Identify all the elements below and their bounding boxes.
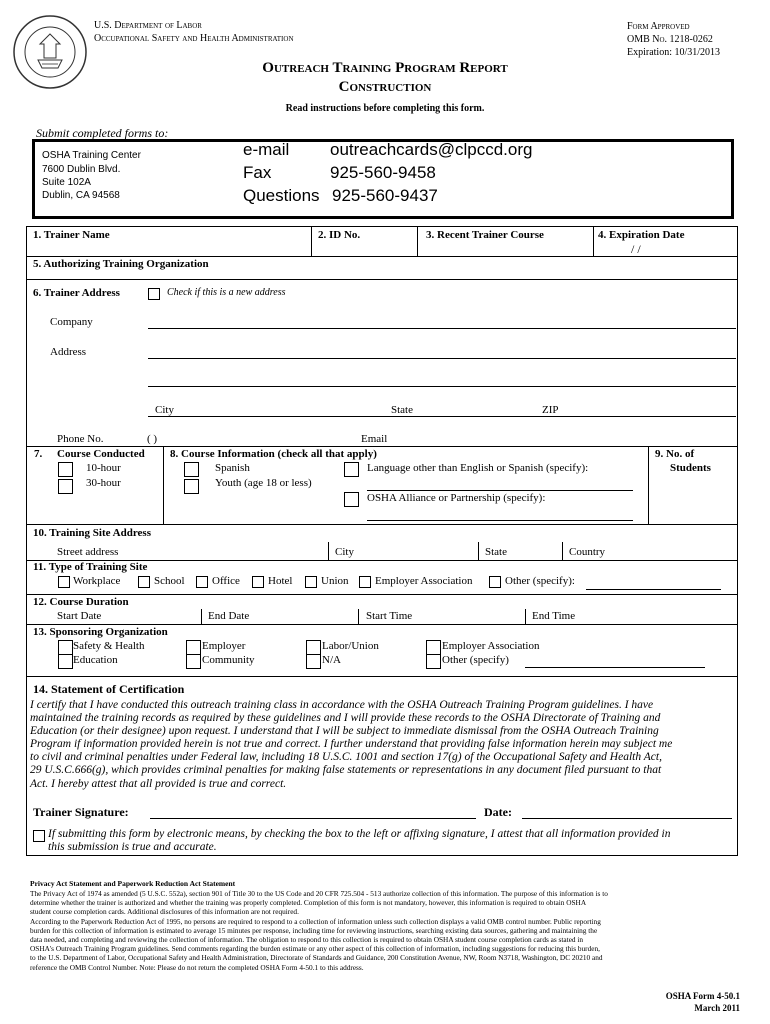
safety-health-checkbox[interactable] [58,640,73,655]
privacy-line: to the U.S. Department of Labor, Occupational Safety and Health Administration, Directorate of Standards and Guidance, 200 Constitution Avenue, NW, Room N3718, Washington, DC 20210 and [30,953,603,963]
signature-label: Trainer Signature: [33,805,129,819]
privacy-heading: Privacy Act Statement and Paperwork Reduction Act Statement [30,879,236,888]
other-language-input[interactable] [367,490,633,491]
hotel-checkbox[interactable] [252,576,264,588]
trainer-address-label: 6. Trainer Address [33,287,120,299]
fax-label: Fax [243,163,272,182]
hotel-label: Hotel [268,575,293,587]
end-date-label: End Date [208,610,250,622]
cert-line: Education (or their designee) upon request. I understand that I will be subject to immediate dismissal from the OSHA Outreach Training [30,725,659,738]
sponsor-other-label: Other (specify) [442,654,509,666]
sponsor-label: 13. Sponsoring Organization [33,626,168,638]
privacy-line: burden for this collection of information is estimated to average 15 minutes per response, including time for reviewing instructions, searching existing data sources, gathering and maintaining the [30,925,598,935]
na-checkbox[interactable] [306,654,321,669]
privacy-line: According to the Paperwork Reduction Act of 1995, no persons are required to respond to a collection of information unless such collection displays a valid OMB control number. Public reporting [30,916,601,926]
employer-association-checkbox[interactable] [359,576,371,588]
sponsor-employer-association-checkbox[interactable] [426,640,441,655]
authorizing-org-label: 5. Authorizing Training Organization [33,258,209,270]
trainer-name-label: 1. Trainer Name [33,229,110,241]
start-date-label: Start Date [57,610,102,622]
privacy-line: determine whether the trainer is authorized and whether the training was properly completed. Completion of this form is not mandatory, however, this information is required to obtain OSHA [30,898,587,908]
duration-label: 12. Course Duration [33,596,129,608]
youth-checkbox[interactable] [184,479,199,494]
cert-line: 29 U.S.C.666(g), which provides criminal penalties for making false statements or representations in any document filed pursuant to that [30,764,662,777]
questions-label: Questions [243,186,320,205]
email-field-label: Email [361,433,388,445]
10-hour-checkbox[interactable] [58,462,73,477]
sponsor-other-input[interactable] [525,667,705,668]
school-checkbox[interactable] [138,576,150,588]
cert-line: I certify that I have conducted this outreach training class in accordance with the OSHA Outreach Training Program guidelines. I have [30,699,654,711]
recent-course-label: 3. Recent Trainer Course [426,229,544,241]
workplace-checkbox[interactable] [58,576,70,588]
street-label: Street address [57,546,119,558]
end-time-label: End Time [532,610,576,622]
company-input[interactable] [148,328,736,329]
cert-line: Act. I hereby attest that all provided is true and correct. [30,777,287,790]
employer-label: Employer [202,640,246,652]
labor-union-label: Labor/Union [322,640,379,652]
privacy-line: OSHA's Outreach Training Program guidelines. Send comments regarding the burden estimate or any other aspect of this collection of information, including suggestions for reducing this burden, [30,944,600,954]
site-city-label: City [335,546,354,558]
30-hour-checkbox[interactable] [58,479,73,494]
office-label: Office [212,575,240,587]
union-checkbox[interactable] [305,576,317,588]
date-slashes: / / [631,242,641,256]
alliance-label: OSHA Alliance or Partnership (specify): [367,492,546,504]
fax-value: 925-560-9458 [330,163,436,182]
email-value[interactable]: outreachcards@clpccd.org [330,140,533,159]
course-info-label: 8. Course Information (check all that apply) [170,448,377,460]
sponsor-other-checkbox[interactable] [426,654,441,669]
other-site-checkbox[interactable] [489,576,501,588]
privacy-line: reference the OMB Control Number. Note: Please do not return the completed OSHA Form 4-50.1 to this address. [30,962,364,972]
employer-checkbox[interactable] [186,640,201,655]
address-input-1[interactable] [148,358,736,359]
other-site-input[interactable] [586,589,721,590]
employer-association-label: Employer Association [375,575,473,587]
privacy-line: student course completion cards. Additional disclosures of this information are not required. [30,907,299,917]
alliance-checkbox[interactable] [344,492,359,507]
site-country-label: Country [569,546,606,558]
spanish-label: Spanish [215,462,250,474]
trainer-name-input[interactable] [30,244,308,256]
spanish-checkbox[interactable] [184,462,199,477]
site-address-label: 10. Training Site Address [33,527,151,539]
company-label: Company [50,316,93,328]
electronic-attest-line1: If submitting this form by electronic means, by checking the box to the left or affixing signature, I attest that all information provided in [48,828,671,840]
10-hour-label: 10-hour [86,462,121,474]
phone-label: Phone No. [57,433,104,445]
privacy-text [30,889,742,972]
privacy-line: data needed, and completing and reviewing the collection of information. The obligation to respond to this collection is required to obtain OSHA student course completion cards as stated in [30,935,584,945]
site-type-label: 11. Type of Training Site [33,561,148,573]
safety-health-label: Safety & Health [73,640,145,652]
address-label: Address [50,346,87,358]
city-label: City [155,404,174,416]
course-num-7: 7. [34,448,43,460]
address-line-1: OSHA Training Center [42,150,141,161]
cert-line: Program if information provided herein is not true and correct. I further understand that providing false information herein may subject me [30,738,673,751]
omb-number: OMB No. 1218-0262 [627,34,713,45]
other-language-checkbox[interactable] [344,462,359,477]
phone-parens[interactable]: ( ) [147,433,158,445]
state-label: State [391,404,413,416]
id-no-label: 2. ID No. [318,229,361,241]
certification-heading: 14. Statement of Certification [33,682,185,696]
privacy-line: The Privacy Act of 1974 as amended (5 U.S.C. 552a), section 901 of Title 30 to the US Code and 20 CFR 725.504 - 513 authorize collection of this information. The purpose of this information is to [30,889,608,898]
submit-heading: Submit completed forms to: [36,126,169,140]
cert-line: maintained the training records as required by these guidelines and I will provide these records to the OSHA Directorate of Training and [30,712,661,725]
num-students-input[interactable] [652,480,734,520]
na-label: N/A [322,654,341,666]
start-time-label: Start Time [366,610,413,622]
expiration-date: Expiration: 10/31/2013 [627,47,721,58]
form-approved: Form Approved [627,21,690,32]
dept-name: U.S. Department of Labor [94,20,202,31]
duration-input[interactable] [26,624,738,625]
form-date: March 2011 [694,1003,740,1013]
form-number: OSHA Form 4-50.1 [665,991,740,1001]
authorizing-org-input[interactable] [250,258,730,276]
new-address-checkbox[interactable] [148,288,160,300]
city-state-zip-input[interactable] [148,416,736,417]
num-students-label: 9. No. of [655,448,695,460]
youth-label: Youth (age 18 or less) [215,477,312,489]
new-address-label: Check if this is a new address [167,287,286,298]
questions-value: 925-560-9437 [332,186,438,205]
30-hour-label: 30-hour [86,477,121,489]
workplace-label: Workplace [73,575,121,587]
office-checkbox[interactable] [196,576,208,588]
site-state-label: State [485,546,507,558]
union-label: Union [321,575,349,587]
alliance-input[interactable] [367,520,633,521]
sponsor-employer-association-label: Employer Association [442,640,540,652]
expiration-date-label: 4. Expiration Date [598,229,685,241]
students-label: Students [670,462,711,474]
electronic-attest-checkbox[interactable] [33,830,45,842]
recent-course-input[interactable] [420,244,590,256]
community-label: Community [202,654,255,666]
form-subtitle: Construction [338,79,432,95]
id-no-input[interactable] [314,244,414,256]
course-conducted-label: Course Conducted [57,448,145,460]
labor-union-checkbox[interactable] [306,640,321,655]
signature-input[interactable] [150,818,476,819]
other-language-label: Language other than English or Spanish (specify): [367,462,589,474]
address-line-4: Dublin, CA 94568 [42,190,120,201]
address-input-2[interactable] [148,386,736,387]
instructions-note: Read instructions before completing this form. [285,103,485,114]
education-label: Education [73,654,118,666]
address-line-3: Suite 102A [42,177,91,188]
zip-label: ZIP [542,404,559,416]
cert-line: to civil and criminal penalties under Federal law, including 18 U.S.C. 1001 and section 17(g) of the Occupational Safety and Health Act, [30,751,662,764]
other-site-label: Other (specify): [505,575,575,587]
date-label: Date: [484,805,512,819]
school-label: School [154,575,185,587]
date-input[interactable] [522,818,732,819]
education-checkbox[interactable] [58,654,73,669]
certification-text [30,699,740,791]
agency-name: Occupational Safety and Health Administration [94,33,294,44]
form-title: Outreach Training Program Report [262,60,508,76]
address-line-2: 7600 Dublin Blvd. [42,164,121,175]
email-label: e-mail [243,140,290,159]
electronic-attest-line2: this submission is true and accurate. [48,841,217,853]
community-checkbox[interactable] [186,654,201,669]
